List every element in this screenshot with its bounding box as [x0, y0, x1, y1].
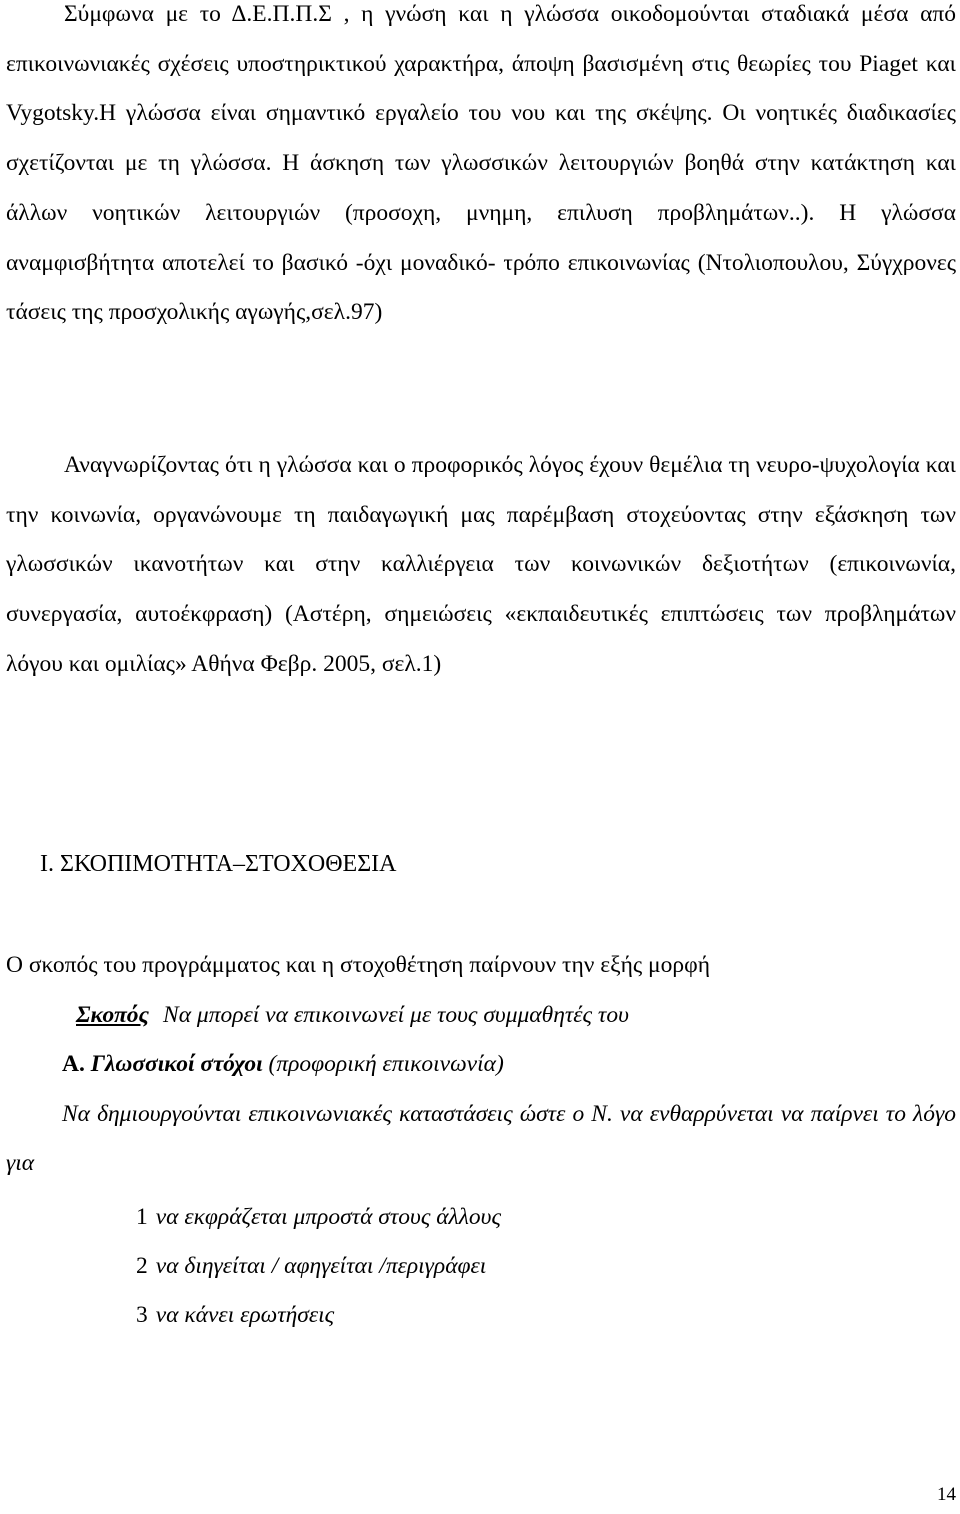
- aim-label: Σκοπός: [76, 1002, 150, 1028]
- list-item: [136, 1193, 501, 1241]
- goal-a-title: Γλωσσικοί στόχοι: [90, 1051, 263, 1077]
- goal-intent-paragraph: Να δημιουργούνται επικοινωνιακές καταστάσεις ώστε ο Ν. να ενθαρρύνεται να παίρνει το λόγο για: [6, 1101, 956, 1176]
- list-item-number: 1: [136, 1204, 148, 1230]
- list-item-text: να κάνει ερωτήσεις: [155, 1302, 335, 1328]
- list-item: [136, 1291, 334, 1339]
- paragraph-language-development: Σύμφωνα με το Δ.Ε.Π.Π.Σ , η γνώση και η γλώσσα οικοδομούνται σταδιακά μέσα από επικοινωνιακές σχέσεις υποστηρικτικού χαρακτήρα, άποψη βασισμένη στις θεωρίες του Piaget και Vygotsky.Η γλώσσα είναι σημαντικό εργαλείο του νου και της σκέψης. Οι νοητικές διαδικασίες σχετίζονται με τη γλώσσα. Η άσκηση των γλωσσικών λειτουργιών βοηθά στην κατάκτηση και άλλων νοητικών λειτουργιών (προσοχη, μνημη, επιλυση προβλημάτων..). Η γλώσσα αναμφισβήτητα αποτελεί το βασικό -όχι μοναδικό- τρόπο επικοινωνίας (Ντολιοπουλου, Σύγχρονες τάσεις της προσχολικής αγωγής,σελ.97): [6, 1, 956, 326]
- goal-a-subtitle: (προφορική επικοινωνία): [268, 1051, 504, 1077]
- aim-text: Να μπορεί να επικοινωνεί με τους συμμαθητές του: [163, 1002, 629, 1028]
- section-heading: Ι. ΣΚΟΠΙΜΟΤΗΤΑ–ΣΤΟΧΟΘΕΣΙΑ: [40, 851, 397, 877]
- list-item: [136, 1242, 486, 1290]
- section-intro: Ο σκοπός του προγράμματος και η στοχοθέτηση παίρνουν την εξής μορφή: [6, 952, 710, 978]
- goal-a-line: [62, 1040, 504, 1088]
- list-item-number: 3: [136, 1302, 148, 1328]
- aim-line: [76, 991, 629, 1039]
- page-number: 14: [937, 1484, 956, 1505]
- list-item-text: να διηγείται / αφηγείται /περιγράφει: [155, 1253, 487, 1279]
- list-item-text: να εκφράζεται μπροστά στους άλλους: [155, 1204, 501, 1230]
- goal-a-label: Α.: [62, 1051, 85, 1077]
- list-item-number: 2: [136, 1253, 148, 1279]
- paragraph-pedagogical-intervention: Αναγνωρίζοντας ότι η γλώσσα και ο προφορικός λόγος έχουν θεμέλια τη νευρο-ψυχολογία και την κοινωνία, οργανώνουμε τη παιδαγωγική μας παρέμβαση στοχεύοντας στην εξάσκηση των γλωσσικών ικανοτήτων και στην καλλιέργεια των κοινωνικών δεξιοτήτων (επικοινωνία, συνεργασία, αυτοέκφραση) (Αστέρη, σημειώσεις «εκπαιδευτικές επιπτώσεις των προβλημάτων λόγου και ομιλίας» Αθήνα Φεβρ. 2005, σελ.1): [6, 452, 956, 677]
